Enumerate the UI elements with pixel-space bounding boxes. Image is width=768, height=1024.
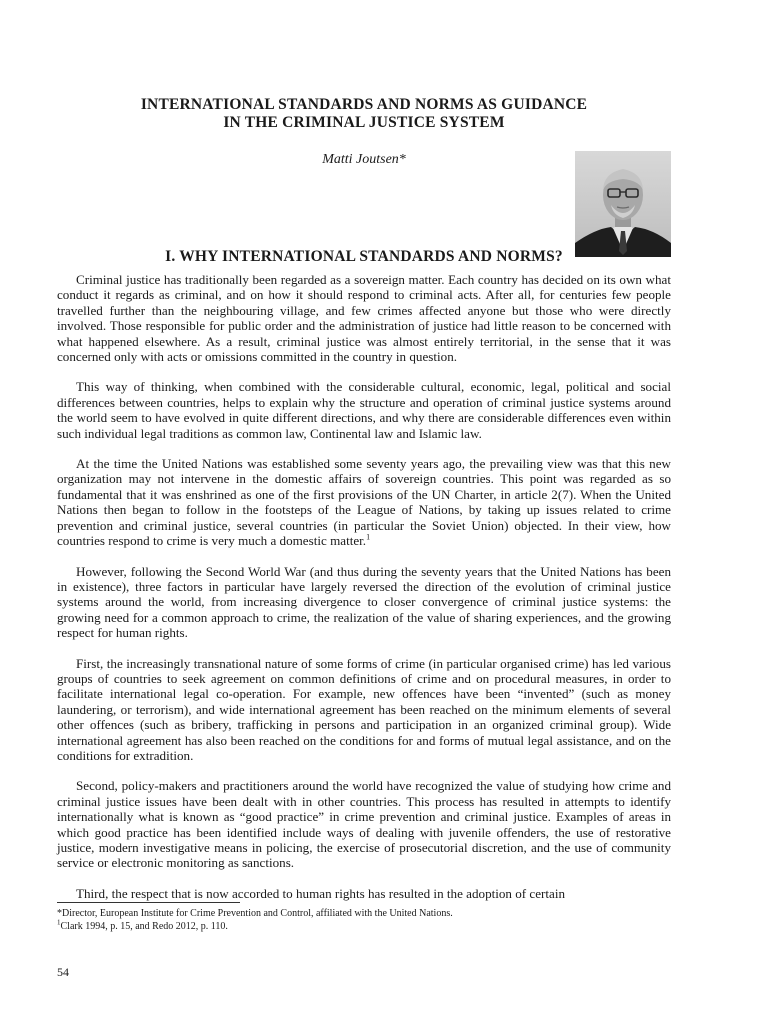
portrait-image <box>575 151 671 257</box>
paragraph: However, following the Second World War (and thus during the seventy years that the United Nations has been in existence), three factors in particular have largely reversed the direction of the evolution of criminal justice systems around the world, from increasing divergence to closer convergence of criminal justice systems: the growing need for a common approach to crime, the realization of the value of sharing experiences, and the growing respect for human rights. <box>57 563 671 641</box>
title-line-1: INTERNATIONAL STANDARDS AND NORMS AS GUIDANCE <box>140 96 588 113</box>
paragraph: Second, policy-makers and practitioners around the world have recognized the value of studying how crime and criminal justice issues have been dealt with in other countries. This process has resulted in attempts to identify internationally what is known as “good practice” in crime prevention and criminal justice. Examples of areas in which good practice has been identified include ways of dealing with juvenile offenders, the use of restorative justice, modern investigative means in policing, the exercise of prosecutorial discretion, and the use of community service or electronic monitoring as sanctions. <box>57 778 671 871</box>
footnote <box>57 920 671 933</box>
footnote-mark: 1 <box>57 918 61 927</box>
footnotes <box>57 907 671 933</box>
author-name: Matti Joutsen* <box>322 152 406 167</box>
footnote-divider <box>57 902 240 903</box>
author-portrait-photo <box>575 151 671 257</box>
footnote-text: Clark 1994, p. 15, and Redo 2012, p. 110. <box>60 921 228 932</box>
paragraph: Third, the respect that is now accorded to human rights has resulted in the adoption of certain <box>76 885 566 901</box>
paragraph <box>57 456 671 548</box>
body-text <box>57 272 671 901</box>
section-heading: I. WHY INTERNATIONAL STANDARDS AND NORMS? <box>165 248 563 265</box>
page-number: 54 <box>57 965 69 979</box>
document-page <box>57 0 671 1024</box>
paragraph: First, the increasingly transnational nature of some forms of crime (in particular organised crime) has led various groups of countries to seek agreement on common definitions of crime and on procedural measures, in order to facilitate international legal co-operation. For example, new offences have been “invented” (such as money laundering, or terrorism), and wide international agreement has been reached on the minimum elements of several other offences (such as bribery, trafficking in persons and participation in an organized criminal group). Wide international agreement has also been reached on the conditions for and forms of mutual legal assistance, and on the conditions for extradition. <box>57 655 671 763</box>
footnote-reference[interactable]: 1 <box>366 532 371 542</box>
paragraph: Criminal justice has traditionally been regarded as a sovereign matter. Each country has decided on its own what conduct it regards as criminal, and on how it should respond to criminal acts. After all, for centuries few people travelled further than the neighbouring village, and few crimes affected anyone but those who were directly involved. Those responsible for public order and the administration of justice had little reason to be concerned with what happened elsewhere. As a result, criminal justice was almost entirely territorial, in the sense that it was concerned only with acts or omissions committed in the country in question. <box>57 272 671 365</box>
title-line-2: IN THE CRIMINAL JUSTICE SYSTEM <box>223 114 505 131</box>
paragraph-text: At the time the United Nations was established some seventy years ago, the prevailing view was that this new organization may not intervene in the domestic affairs of sovereign countries. This point was regarded as so fundamental that it was enshrined as one of the first provisions of the UN Charter, in article 2(7). When the United Nations then began to follow in the footsteps of the League of Nations, by taking up issues related to crime prevention and criminal justice, several countries (in particular the Soviet Union) objected. In their view, how countries respond to crime is very much a domestic matter. <box>57 456 671 549</box>
paragraph: This way of thinking, when combined with the considerable cultural, economic, legal, political and social differences between countries, helps to explain why the structure and operation of criminal justice systems around the world seem to have evolved in quite different directions, and why there are considerable differences even within such individual legal traditions as common law, Continental law and Islamic law. <box>57 379 671 441</box>
footnote-text: Director, European Institute for Crime Prevention and Control, affiliated with the United Nations. <box>62 908 453 919</box>
footnote <box>57 907 671 920</box>
footnote-mark: * <box>57 908 62 919</box>
document-title <box>57 96 671 132</box>
